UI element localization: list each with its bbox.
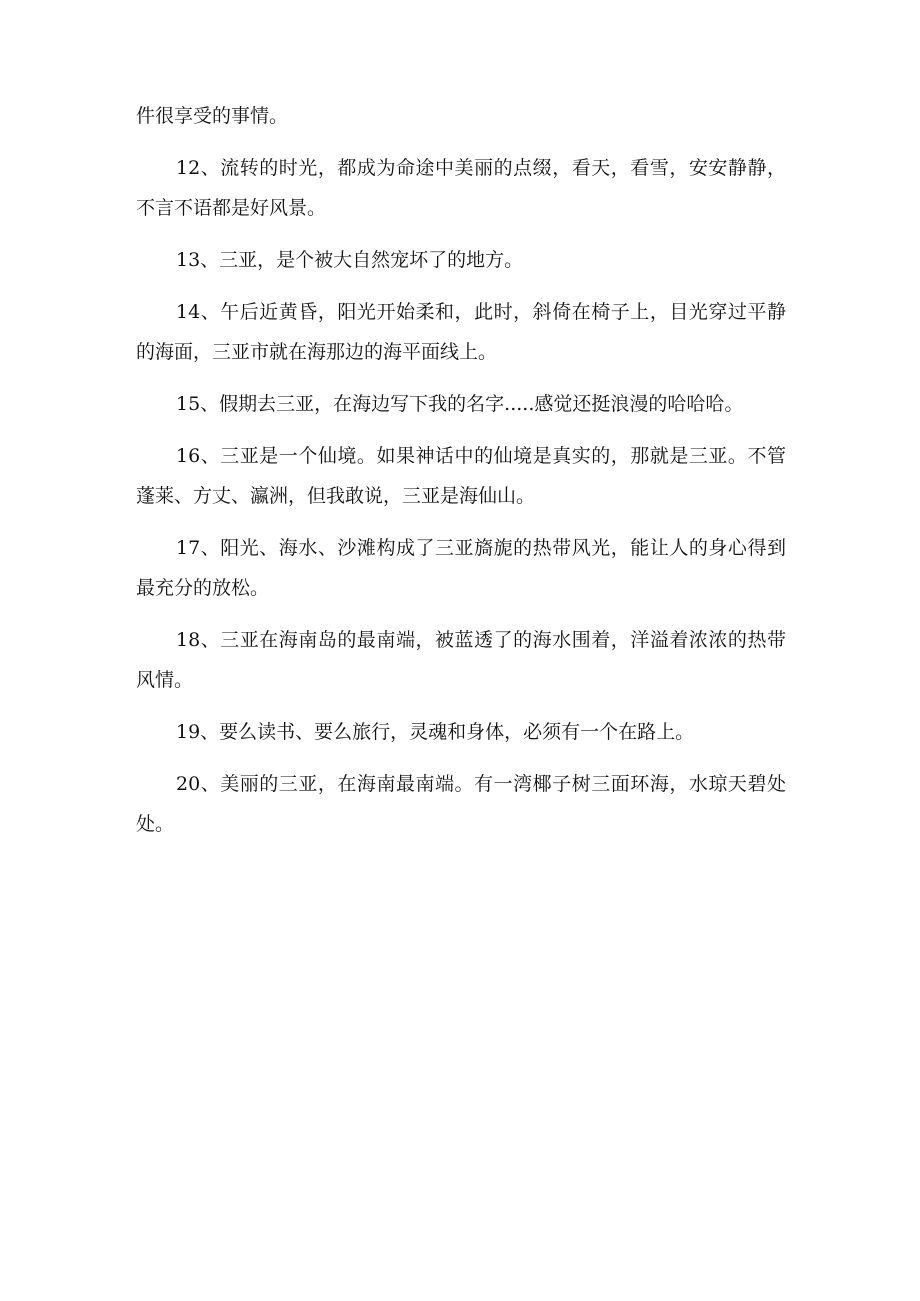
paragraph-item-12: 12、流转的时光，都成为命途中美丽的点缀，看天，看雪，安安静静，不言不语都是好风景。 xyxy=(136,157,786,219)
document-body xyxy=(136,96,786,844)
paragraph-item-16: 16、三亚是一个仙境。如果神话中的仙境是真实的，那就是三亚。不管蓬莱、方丈、瀛洲，但我敢说，三亚是海仙山。 xyxy=(136,445,786,507)
paragraph-item-19: 19、要么读书、要么旅行，灵魂和身体，必须有一个在路上。 xyxy=(176,721,695,743)
paragraph-item-13: 13、三亚，是个被大自然宠坏了的地方。 xyxy=(176,249,524,271)
paragraph-item-14: 14、午后近黄昏，阳光开始柔和，此时，斜倚在椅子上，目光穿过平静的海面，三亚市就在海那边的海平面线上。 xyxy=(136,301,786,363)
paragraph-item-20: 20、美丽的三亚，在海南最南端。有一湾椰子树三面环海，水琼天碧处处。 xyxy=(136,773,786,835)
paragraph-item-18: 18、三亚在海南岛的最南端，被蓝透了的海水围着，洋溢着浓浓的热带风情。 xyxy=(136,629,786,691)
paragraph-item-17: 17、阳光、海水、沙滩构成了三亚旖旎的热带风光，能让人的身心得到最充分的放松。 xyxy=(136,537,786,599)
paragraph-item-15: 15、假期去三亚，在海边写下我的名字.....感觉还挺浪漫的哈哈哈。 xyxy=(176,393,744,415)
paragraph-continuation: 件很享受的事情。 xyxy=(136,105,289,127)
